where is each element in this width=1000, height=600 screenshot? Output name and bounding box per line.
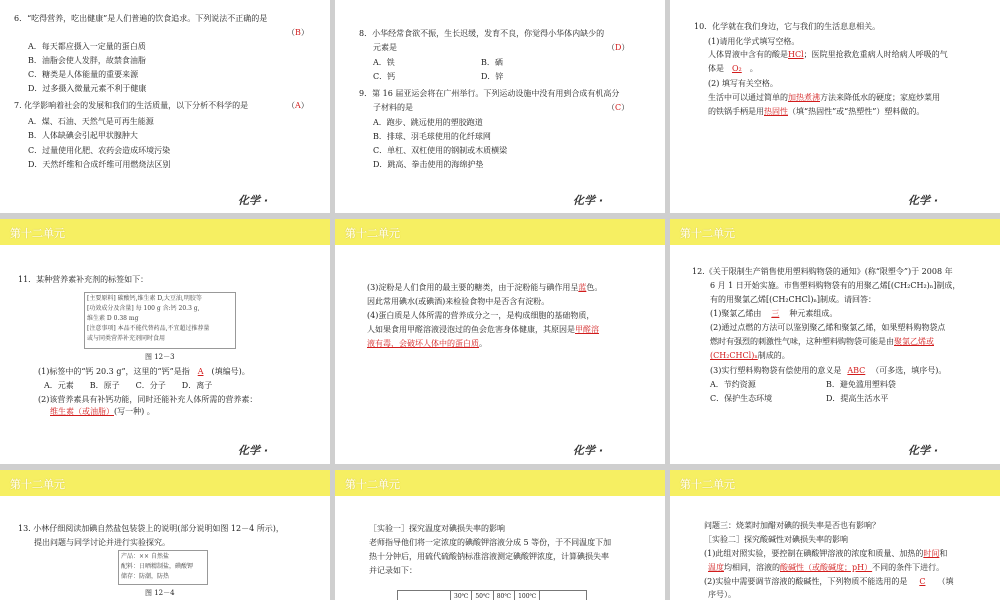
q7-option-a: A．煤、石油、天然气是可再生能源 bbox=[28, 117, 154, 126]
q11-part-2: (2)该营养素具有补钙功能，同时还能补充人体所需的营养素： bbox=[38, 395, 258, 404]
question-9-cont: 子材料的是 bbox=[373, 103, 413, 112]
q10-line-6: 的铁锅手柄是用热固性（填“热固性”或“热塑性”）塑料做的。 bbox=[708, 107, 925, 116]
question-11: 11．某种营养素补充剂的标签如下： bbox=[18, 275, 149, 284]
experiment-1-title: ［实验一］探究温度对碘损失率的影响 bbox=[369, 524, 505, 533]
q12-part-3: (3)实行塑料购物袋有偿使用的意义是 ABC （可多选，填序号)。 bbox=[710, 366, 947, 375]
part-4-line-2: 人如果食用甲醛溶液浸泡过的鱼会危害身体健康，其原因是甲醛溶 bbox=[367, 325, 599, 334]
slide-q11[interactable] bbox=[0, 219, 330, 464]
q8-option-c: C．钙 bbox=[373, 72, 396, 81]
q6-answer: （B） bbox=[287, 28, 309, 37]
iodine-loss-table bbox=[397, 590, 587, 600]
experiment-2-title: ［实验二］探究酸碱性对碘损失率的影响 bbox=[704, 535, 848, 544]
q12-option-d: D．提高生活水平 bbox=[826, 394, 889, 403]
table-header-cell bbox=[540, 591, 587, 600]
q9-option-c: C．单杠、双杠使用的钢制或木质横梁 bbox=[373, 146, 508, 155]
question-13: 13. 小林仔细阅读加碘自然盐包装袋上的说明(部分说明如图 12－4 所示)， bbox=[18, 524, 284, 533]
slide-header: 第十二单元 bbox=[0, 219, 330, 245]
slide-q10[interactable] bbox=[670, 0, 1000, 213]
table-header-row bbox=[398, 591, 587, 600]
q10-part-1: (1)请用化学式填写空格。 bbox=[708, 37, 800, 46]
question-9: 9．第 16 届亚运会将在广州举行。下列运动设施中没有用到合成有机高分 bbox=[359, 89, 620, 98]
question-12-line-2: 6 月 1 日开始实施。市售塑料购物袋有的用聚乙烯[(CH₂CH₂)ₙ]制成， bbox=[710, 281, 961, 290]
q11-part-1-options: A．元素 B．原子 C．分子 D．离子 bbox=[44, 381, 213, 390]
table-header-cell: 50℃ bbox=[472, 591, 493, 600]
table-header-cell: 80℃ bbox=[493, 591, 514, 600]
q7-option-d: D．天然纤维和合成纤维可用燃烧法区别 bbox=[28, 160, 171, 169]
slide-q8-q9[interactable] bbox=[335, 0, 665, 213]
q8-answer: （D） bbox=[607, 43, 630, 52]
question-12-line-3: 有的用聚氯乙烯[(CH₂CHCl)ₙ]制成。请回答： bbox=[710, 295, 877, 304]
question-6: 6．“吃得营养，吃出健康”是人们普遍的饮食追求。下列说法不正确的是 bbox=[14, 14, 268, 23]
figure-caption: 图 12－3 bbox=[145, 353, 175, 361]
q12-part-1: (1)聚氯乙烯由 三 种元素组成。 bbox=[710, 309, 838, 318]
slide-footer: 化学 · bbox=[572, 194, 603, 207]
experiment-2-part-2-line-2: 序号）。 bbox=[708, 590, 736, 599]
q9-option-a: A．跑步、跳远使用的塑胶跑道 bbox=[373, 118, 483, 127]
slide-footer: 化学 · bbox=[907, 444, 938, 457]
q10-line-2: 人体胃液中含有的酸是HCl；医院里抢救危重病人时给病人呼吸的气 bbox=[708, 50, 948, 59]
supplement-label: [主要原料] 碳酸钙,维生素 D,大豆油,明胶等 [功效成分及含量] 每 100 g 含:钙 20.3 g, 维生素 D 0.38 mg [注意事项] 本品不能代替药品,不宜超过推荐量 或与同类营养补充剂同时食用 bbox=[84, 292, 236, 349]
slide-q13[interactable] bbox=[0, 470, 330, 600]
slide-footer: 化学 · bbox=[237, 194, 268, 207]
slide-header: 第十二单元 bbox=[670, 219, 1000, 245]
q7-answer: （A） bbox=[287, 101, 309, 110]
q6-option-a: A．每天都应摄入一定量的蛋白质 bbox=[28, 42, 146, 51]
table-header-cell bbox=[398, 591, 451, 600]
q12-part-2-line-3: (CH₂CHCl)ₙ制成的。 bbox=[710, 351, 790, 360]
slide-header: 第十二单元 bbox=[335, 470, 665, 496]
slide-experiment-2[interactable] bbox=[670, 470, 1000, 600]
q8-option-a: A．铁 bbox=[373, 58, 395, 67]
q10-line-5: 生活中可以通过简单的加热煮沸方法来降低水的硬度；家庭炒菜用 bbox=[708, 93, 940, 102]
question-13-line-2: 提出问题与同学讨论并进行实验探究。 bbox=[34, 538, 170, 547]
slide-header: 第十二单元 bbox=[0, 470, 330, 496]
slide-footer: 化学 · bbox=[572, 444, 603, 457]
slide-footer: 化学 · bbox=[907, 194, 938, 207]
table-header-cell: 100℃ bbox=[515, 591, 540, 600]
question-12: 12.《关于限制生产销售使用塑料购物袋的通知》(称“限塑令”)于 2008 年 bbox=[692, 267, 953, 276]
q12-part-2: (2)通过点燃的方法可以鉴别聚乙烯和聚氯乙烯，如果塑料购物袋点 bbox=[710, 323, 946, 332]
figure-caption: 图 12－4 bbox=[145, 589, 175, 597]
q8-option-b: B．硒 bbox=[481, 58, 503, 67]
q7-option-c: C．过量使用化肥、农药会造成环境污染 bbox=[28, 146, 171, 155]
slide-footer: 化学 · bbox=[237, 444, 268, 457]
slide-header: 第十二单元 bbox=[670, 470, 1000, 496]
q12-option-c: C．保护生态环境 bbox=[710, 394, 773, 403]
question-8: 8．小华经常食欲不振，生长迟缓，发育不良，你觉得小华体内缺少的 bbox=[359, 29, 605, 38]
q10-line-3: 体是 O₂ 。 bbox=[708, 64, 758, 73]
experiment-1-line-4: 并记录如下： bbox=[369, 566, 417, 575]
question-three: 问题三：烧菜时加醋对碘的损失率是否也有影响？ bbox=[704, 521, 880, 530]
q8-option-d: D．锌 bbox=[481, 72, 504, 81]
slide-q11-cont[interactable] bbox=[335, 219, 665, 464]
q9-answer: （C） bbox=[607, 103, 630, 112]
slide-experiment-1[interactable] bbox=[335, 470, 665, 600]
q9-option-b: B．排球、羽毛球使用的化纤球网 bbox=[373, 132, 491, 141]
q11-part-2-answer: 维生素（或油脂）(写一种) 。 bbox=[50, 407, 155, 416]
q12-option-a: A．节约资源 bbox=[710, 380, 756, 389]
question-8-cont: 元素是 bbox=[373, 43, 397, 52]
experiment-2-part-1: (1)此组对照实验，要控制在碘酸钾溶液的浓度和质量、加热的时间和 bbox=[704, 549, 948, 558]
q6-option-c: C．糖类是人体能量的重要来源 bbox=[28, 70, 139, 79]
part-3-line-1: (3)淀粉是人们食用的最主要的糖类，由于淀粉能与碘作用呈蓝色。 bbox=[367, 283, 603, 292]
slide-q12[interactable] bbox=[670, 219, 1000, 464]
q7-option-b: B．人体缺碘会引起甲状腺肿大 bbox=[28, 131, 138, 140]
q6-option-b: B．油脂会使人发胖，故禁食油脂 bbox=[28, 56, 146, 65]
experiment-1-line-2: 老师指导他们将一定浓度的碘酸钾溶液分成 5 等份，于不同温度下加 bbox=[369, 538, 612, 547]
slide-header: 第十二单元 bbox=[335, 219, 665, 245]
part-4-line-1: (4)蛋白质是人体所需的营养成分之一，是构成细胞的基础物质， bbox=[367, 311, 595, 320]
q11-part-1: (1)标签中的“钙 20.3 g”，这里的“钙”是指 A (填编号)。 bbox=[38, 367, 250, 376]
table-header-cell: 30℃ bbox=[451, 591, 472, 600]
experiment-2-part-2: (2)实验中需要调节溶液的酸碱性，下列物质不能选用的是 C （填 bbox=[704, 577, 954, 586]
part-3-line-2: 因此常用碘水(或碘酒)来检验食物中是否含有淀粉。 bbox=[367, 297, 550, 306]
slide-q6-q7[interactable] bbox=[0, 0, 330, 213]
experiment-2-part-1-line-2: 温度均相同，溶液的酸碱性（或酸碱度；pH）不同的条件下进行。 bbox=[708, 563, 945, 572]
part-4-line-3: 液有毒，会破坏人体中的蛋白质。 bbox=[367, 339, 487, 348]
salt-label: 产品：×× 自然盐 配料：日晒精制盐，碘酸钾 储存：防潮，防热 bbox=[118, 550, 208, 585]
q12-option-b: B．避免滥用塑料袋 bbox=[826, 380, 896, 389]
question-7: 7. 化学影响着社会的发展和我们的生活质量，以下分析不科学的是 bbox=[14, 101, 249, 110]
q6-option-d: D．过多摄入微量元素不利于健康 bbox=[28, 84, 147, 93]
q10-part-2: (2) 填写有关空格。 bbox=[708, 79, 778, 88]
q12-part-2-line-2: 燃时有强烈的刺激性气味，这种塑料购物袋可能是由聚氯乙烯或 bbox=[710, 337, 934, 346]
question-10: 10．化学就在我们身边，它与我们的生活息息相关。 bbox=[694, 22, 881, 31]
experiment-1-line-3: 热十分钟后，用硫代硫酸钠标准溶液测定碘酸钾浓度，计算碘损失率 bbox=[369, 552, 609, 561]
q9-option-d: D．跳高、拳击使用的海绵护垫 bbox=[373, 160, 484, 169]
